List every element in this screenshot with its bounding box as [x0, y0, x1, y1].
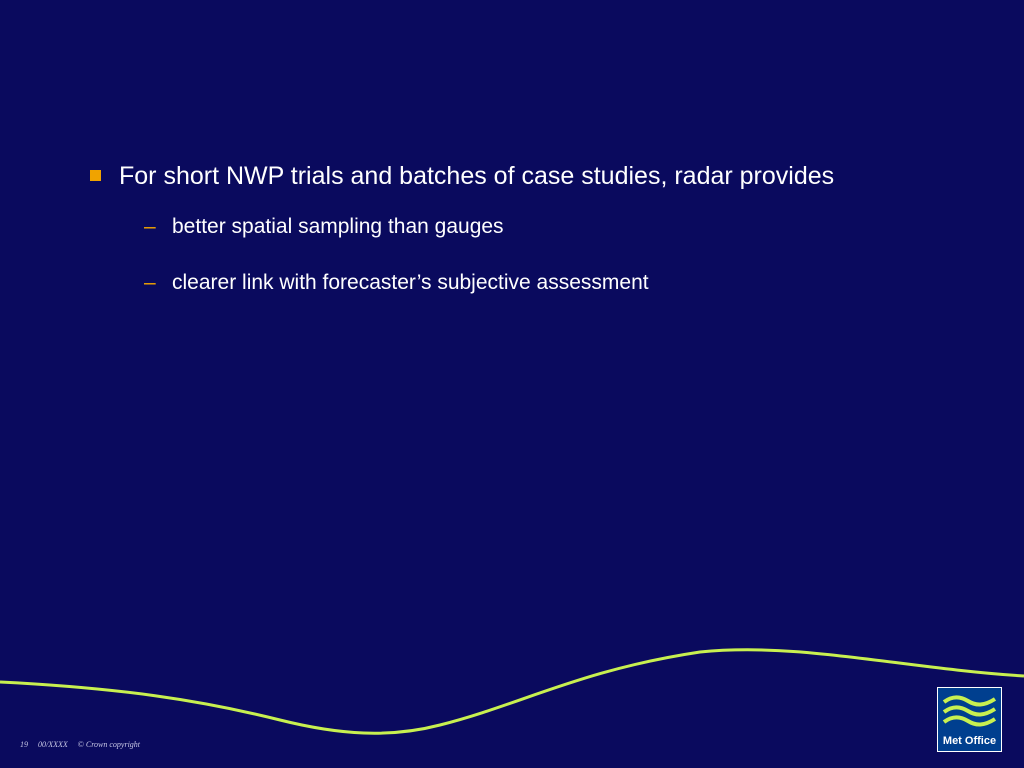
met-office-logo: [937, 687, 1002, 752]
square-bullet-icon: [90, 170, 101, 181]
met-office-wave-logo-icon: [938, 690, 1001, 734]
sub-bullet-forecaster-link: [144, 268, 990, 298]
sub-bullet-text: clearer link with forecaster’s subjective assessment: [172, 271, 649, 294]
slide-footer: [20, 740, 148, 749]
reference-code: 00/XXXX: [38, 740, 68, 749]
bullet-main: [90, 158, 990, 194]
dash-bullet-icon: –: [144, 271, 156, 294]
copyright-text: © Crown copyright: [77, 740, 141, 749]
bullet-main-text: For short NWP trials and batches of case studies, radar provides: [119, 162, 835, 190]
slide-body: [90, 158, 990, 324]
logo-text: Met Office: [942, 735, 997, 747]
sub-bullet-text: better spatial sampling than gauges: [172, 215, 504, 238]
sub-bullet-spatial-sampling: [144, 212, 990, 242]
dash-bullet-icon: –: [144, 215, 156, 238]
page-number: 19: [20, 740, 28, 749]
